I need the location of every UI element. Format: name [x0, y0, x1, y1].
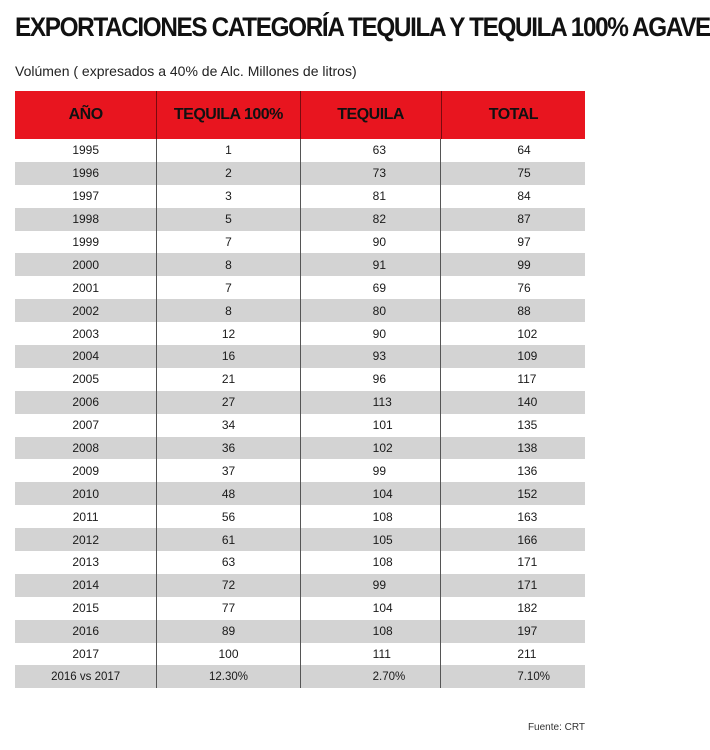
- page-title: EXPORTACIONES CATEGORÍA TEQUILA Y TEQUILA 100% AGAVE: [15, 12, 710, 42]
- tequila-cell: 96: [301, 368, 442, 391]
- total-cell: 109: [517, 349, 538, 364]
- tequila-cell: 93: [301, 345, 442, 368]
- table-row: [15, 459, 585, 482]
- year-cell: 2015: [15, 597, 157, 620]
- tequila-cell: 102: [301, 437, 442, 460]
- table-row: [15, 643, 585, 666]
- tequila-cell: 108: [301, 620, 442, 643]
- total-cell: 182: [517, 601, 538, 616]
- tequila-cell: 69: [301, 276, 442, 299]
- table-row: [15, 139, 585, 162]
- tequila-100-cell: 21: [157, 368, 300, 391]
- page-subtitle: Volúmen ( expresados a 40% de Alc. Millones de litros): [15, 63, 357, 79]
- source-note: Fuente: CRT: [527, 722, 585, 733]
- year-cell: 2003: [15, 322, 157, 345]
- table-row: [15, 253, 585, 276]
- tequila-cell: 104: [301, 597, 442, 620]
- table-row: [15, 665, 585, 688]
- total-cell: 166: [517, 532, 538, 547]
- total-cell: 102: [517, 326, 538, 341]
- year-cell: 2007: [15, 414, 157, 437]
- table-row: [15, 620, 585, 643]
- year-cell: 1995: [15, 139, 157, 162]
- table-header: [15, 91, 585, 139]
- tequila-cell: 104: [301, 482, 442, 505]
- total-cell: 84: [517, 189, 531, 204]
- total-cell: 87: [517, 212, 531, 227]
- tequila-100-cell: 8: [157, 299, 300, 322]
- year-cell: 2006: [15, 391, 157, 414]
- tequila-cell: 108: [301, 551, 442, 574]
- total-cell: 197: [517, 624, 538, 639]
- tequila-100-cell: 7: [157, 276, 300, 299]
- total-cell: 138: [517, 441, 538, 456]
- table-row: [15, 345, 585, 368]
- tequila-100-cell: 61: [157, 528, 300, 551]
- year-cell: 2010: [15, 482, 157, 505]
- tequila-100-cell: 5: [157, 208, 300, 231]
- table-row: [15, 162, 585, 185]
- year-cell: 1996: [15, 162, 157, 185]
- total-cell: 135: [517, 418, 538, 433]
- tequila-100-cell: 100: [157, 643, 300, 666]
- tequila-100-cell: 16: [157, 345, 300, 368]
- exports-table: [15, 91, 585, 688]
- year-cell: 1997: [15, 185, 157, 208]
- table-row: [15, 368, 585, 391]
- year-cell: 2016 vs 2017: [15, 665, 157, 688]
- tequila-cell: 82: [301, 208, 442, 231]
- tequila-100-cell: 2: [157, 162, 300, 185]
- header-tequila-100: TEQUILA 100%: [157, 91, 300, 139]
- tequila-cell: 105: [301, 528, 442, 551]
- year-cell: 2014: [15, 574, 157, 597]
- total-cell: 99: [517, 257, 531, 272]
- table-row: [15, 505, 585, 528]
- table-row: [15, 185, 585, 208]
- year-cell: 2011: [15, 505, 157, 528]
- total-cell: 163: [517, 509, 538, 524]
- tequila-cell: 99: [301, 459, 442, 482]
- table-row: [15, 391, 585, 414]
- year-cell: 2001: [15, 276, 157, 299]
- total-cell: 211: [517, 647, 537, 662]
- year-cell: 2012: [15, 528, 157, 551]
- total-cell: 171: [517, 578, 538, 593]
- tequila-cell: 63: [301, 139, 442, 162]
- tequila-cell: 90: [301, 322, 442, 345]
- table-row: [15, 231, 585, 254]
- year-cell: 1998: [15, 208, 157, 231]
- tequila-100-cell: 12.30%: [157, 665, 300, 688]
- year-cell: 2009: [15, 459, 157, 482]
- tequila-cell: 108: [301, 505, 442, 528]
- total-cell: 88: [517, 303, 531, 318]
- year-cell: 2008: [15, 437, 157, 460]
- tequila-cell: 81: [301, 185, 442, 208]
- tequila-100-cell: 1: [157, 139, 300, 162]
- tequila-100-cell: 7: [157, 231, 300, 254]
- tequila-cell: 111: [301, 643, 442, 666]
- table-row: [15, 551, 585, 574]
- total-cell: 75: [517, 166, 531, 181]
- tequila-cell: 80: [301, 299, 442, 322]
- tequila-100-cell: 34: [157, 414, 300, 437]
- tequila-100-cell: 36: [157, 437, 300, 460]
- total-cell: 171: [517, 555, 538, 570]
- year-cell: 1999: [15, 231, 157, 254]
- year-cell: 2002: [15, 299, 157, 322]
- year-cell: 2005: [15, 368, 157, 391]
- tequila-100-cell: 37: [157, 459, 300, 482]
- tequila-cell: 90: [301, 231, 442, 254]
- year-cell: 2000: [15, 253, 157, 276]
- total-cell: 152: [517, 486, 538, 501]
- year-cell: 2013: [15, 551, 157, 574]
- total-cell: 76: [517, 280, 531, 295]
- table-row: [15, 299, 585, 322]
- table-row: [15, 597, 585, 620]
- total-cell: 97: [517, 235, 531, 249]
- tequila-100-cell: 27: [157, 391, 300, 414]
- tequila-100-cell: 12: [157, 322, 300, 345]
- table-row: [15, 276, 585, 299]
- table-row: [15, 414, 585, 437]
- header-year: AÑO: [15, 91, 157, 139]
- total-cell: 117: [517, 372, 537, 387]
- header-tequila: TEQUILA: [301, 91, 442, 139]
- tequila-cell: 2.70%: [301, 665, 442, 688]
- total-cell: 140: [517, 395, 538, 410]
- tequila-100-cell: 89: [157, 620, 300, 643]
- year-cell: 2004: [15, 345, 157, 368]
- total-cell: 64: [517, 143, 531, 158]
- tequila-100-cell: 3: [157, 185, 300, 208]
- tequila-100-cell: 63: [157, 551, 300, 574]
- total-cell: 7.10%: [517, 670, 550, 683]
- table-row: [15, 574, 585, 597]
- table-row: [15, 482, 585, 505]
- header-total: TOTAL: [488, 106, 539, 123]
- total-cell: 136: [517, 463, 538, 478]
- table-row: [15, 322, 585, 345]
- tequila-cell: 99: [301, 574, 442, 597]
- table-row: [15, 208, 585, 231]
- tequila-100-cell: 48: [157, 482, 300, 505]
- tequila-100-cell: 77: [157, 597, 300, 620]
- table-row: [15, 528, 585, 551]
- year-cell: 2017: [15, 643, 157, 666]
- tequila-100-cell: 56: [157, 505, 300, 528]
- year-cell: 2016: [15, 620, 157, 643]
- tequila-cell: 101: [301, 414, 442, 437]
- table-row: [15, 437, 585, 460]
- tequila-100-cell: 72: [157, 574, 300, 597]
- tequila-cell: 113: [301, 391, 442, 414]
- table-body: [15, 139, 585, 688]
- tequila-cell: 91: [301, 253, 442, 276]
- tequila-100-cell: 8: [157, 253, 300, 276]
- tequila-cell: 73: [301, 162, 442, 185]
